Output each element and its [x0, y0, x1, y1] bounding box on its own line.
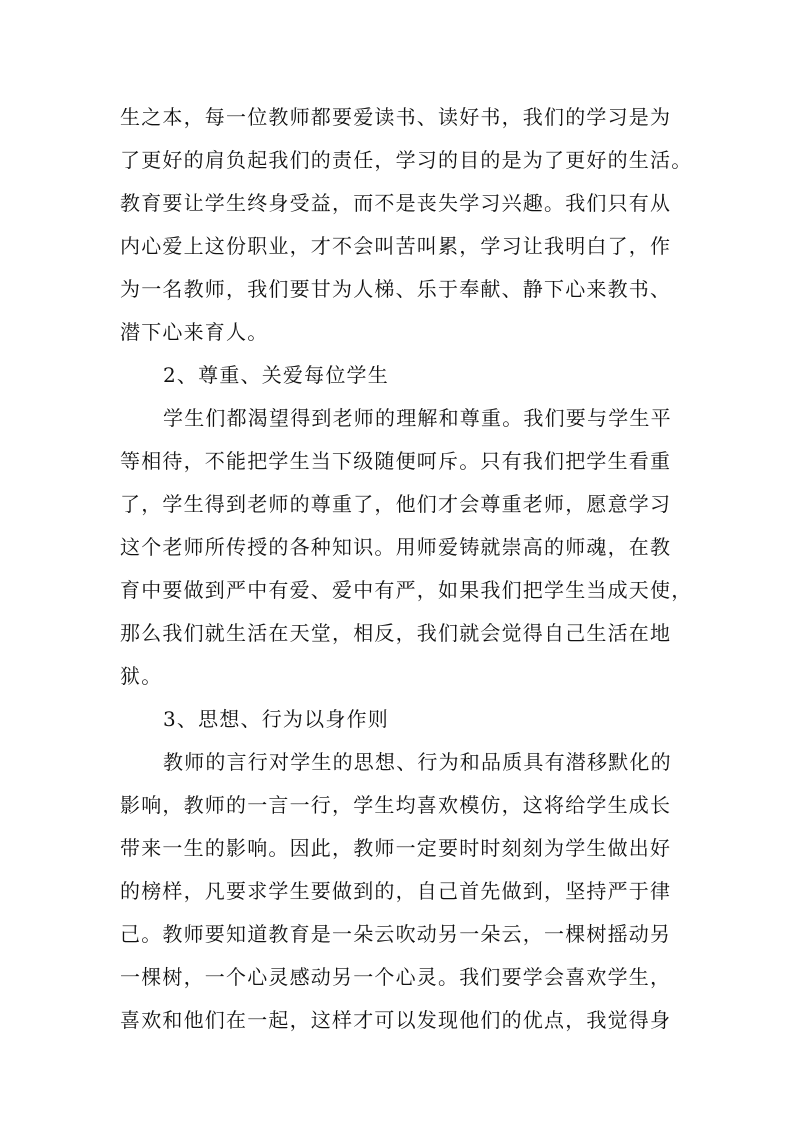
body-line-11: 这个老师所传授的各种知识。用师爱铸就崇高的师魂，在教	[120, 535, 672, 559]
body-line-1: 生之本，每一位教师都要爱读书、读好书，我们的学习是为	[120, 105, 672, 129]
body-line-6: 潜下心来育人。	[120, 320, 269, 344]
body-line-12: 育中要做到严中有爱、爱中有严，如果我们把学生当成天使，	[120, 578, 693, 602]
body-line-19: 的榜样，凡要求学生要做到的，自己首先做到，坚持严于律	[120, 879, 672, 903]
body-line-2: 了更好的肩负起我们的责任，学习的目的是为了更好的生活。	[120, 148, 693, 172]
body-line-5: 为一名教师，我们要甘为人梯、乐于奉献、静下心来教书、	[120, 277, 672, 301]
body-line-21: 一棵树，一个心灵感动另一个心灵。我们要学会喜欢学生，	[120, 965, 672, 989]
body-line-20: 己。教师要知道教育是一朵云吹动另一朵云，一棵树摇动另	[120, 922, 672, 946]
body-line-4: 内心爱上这份职业，才不会叫苦叫累，学习让我明白了，作	[120, 234, 672, 258]
body-line-9: 等相待，不能把学生当下级随便呵斥。只有我们把学生看重	[120, 449, 672, 473]
body-line-3: 教育要让学生终身受益，而不是丧失学习兴趣。我们只有从	[120, 191, 672, 215]
document-body	[120, 96, 693, 1042]
section-heading-2: 2、尊重、关爱每位学生	[163, 363, 389, 387]
body-line-14: 狱。	[120, 664, 163, 688]
body-line-13: 那么我们就生活在天堂，相反，我们就会觉得自己生活在地	[120, 621, 672, 645]
paragraph-start-line: 学生们都渴望得到老师的理解和尊重。我们要与学生平	[163, 406, 672, 430]
body-line-22: 喜欢和他们在一起，这样才可以发现他们的优点，我觉得身	[120, 1008, 672, 1032]
section-heading-3: 3、思想、行为以身作则	[163, 707, 389, 731]
body-line-18: 带来一生的影响。因此，教师一定要时时刻刻为学生做出好	[120, 836, 672, 860]
body-line-17: 影响，教师的一言一行，学生均喜欢模仿，这将给学生成长	[120, 793, 672, 817]
paragraph-start-line: 教师的言行对学生的思想、行为和品质具有潜移默化的	[163, 750, 672, 774]
body-line-10: 了，学生得到老师的尊重了，他们才会尊重老师，愿意学习	[120, 492, 672, 516]
